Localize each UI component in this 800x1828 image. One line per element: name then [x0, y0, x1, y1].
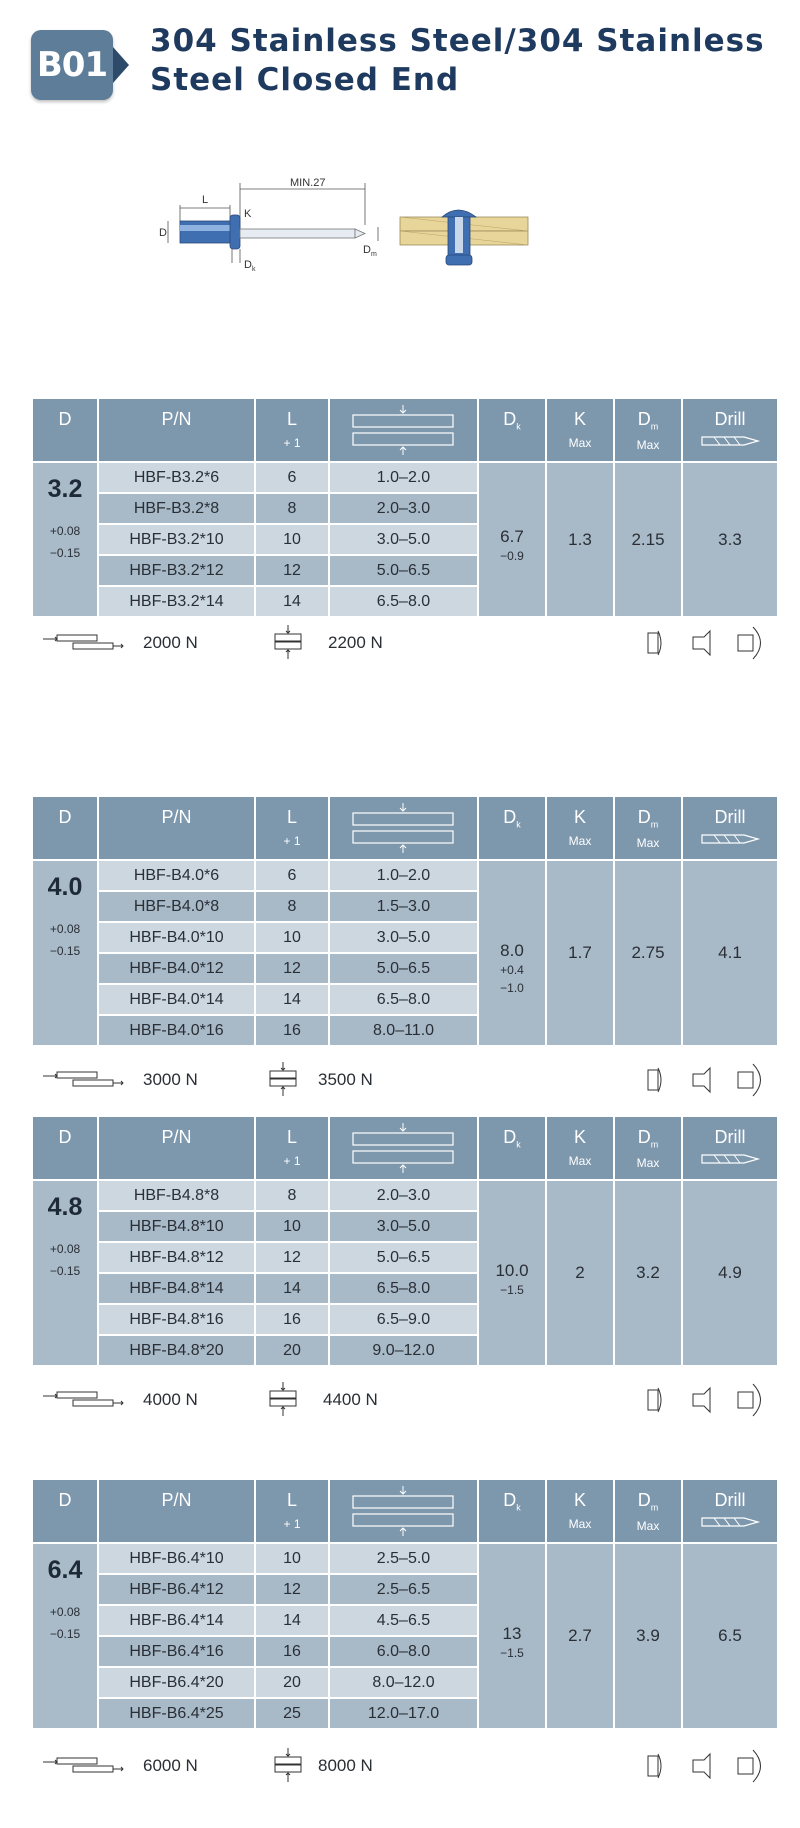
table-row: HBF-B3.2*6 6 1.0–2.0 [99, 463, 477, 492]
d-column [33, 463, 97, 616]
shear-force-value: 2000 N [143, 633, 198, 652]
k-value: 2.7 [547, 1544, 613, 1728]
badge-label: B01 [36, 45, 108, 85]
diagram-D-label: D [159, 227, 167, 239]
drill-bit-icon [700, 832, 760, 846]
spec-table-6-4 [33, 1480, 777, 1810]
header-dk: $D_k$ [479, 1480, 545, 1542]
d-tolerance: +0.08 −0.15 [49, 524, 81, 560]
grip-range-icon [330, 1480, 477, 1542]
dk-value: 10.0 −1.5 [479, 1181, 545, 1365]
header-dm: $D_m$ Max [615, 797, 681, 859]
header-d: D [33, 797, 97, 859]
shear-force-icon [43, 1756, 123, 1776]
header-dk: $D_k$ [479, 1117, 545, 1179]
d-column [33, 1181, 97, 1365]
diagram-Dm-label: $D_m$ [363, 244, 377, 258]
head-style-icons [638, 1748, 773, 1784]
spec-table-3-2 [33, 399, 777, 699]
header-dm: $D_m$ Max [615, 399, 681, 461]
tensile-force-icon [273, 1748, 303, 1782]
table-row: HBF-B4.8*16 16 6.5–9.0 [99, 1305, 477, 1334]
header-k: K Max [547, 399, 613, 461]
title-line-1: 304 Stainless Steel/304 Stainless [150, 23, 765, 59]
header-dk: $D_k$ [479, 399, 545, 461]
header-d: D [33, 399, 97, 461]
header-grip [330, 797, 477, 859]
dm-value: 2.15 [615, 463, 681, 616]
k-value: 1.7 [547, 861, 613, 1045]
grip-range-icon [330, 797, 477, 859]
header-drill: Drill [683, 399, 777, 461]
spec-table-4-0 [33, 797, 777, 1097]
table-row: HBF-B6.4*20 20 8.0–12.0 [99, 1668, 477, 1697]
diagram-min-label: MIN.27 [290, 177, 326, 189]
shear-force-value: 4000 N [143, 1390, 198, 1409]
dk-value: 8.0 +0.4 −1.0 [479, 861, 545, 1045]
diagram-Dk-label: $D_k$ [244, 259, 256, 273]
header-k: K Max [547, 1480, 613, 1542]
table-row: HBF-B4.8*20 20 9.0–12.0 [99, 1336, 477, 1365]
section-badge [31, 30, 113, 100]
shear-force-value: 3000 N [143, 1070, 198, 1089]
d-value: 6.4 [47, 1556, 83, 1584]
d-value: 3.2 [47, 475, 83, 503]
d-tolerance: +0.08 −0.15 [49, 1605, 81, 1641]
dk-value: 13 −1.5 [479, 1544, 545, 1728]
header-grip [330, 399, 477, 461]
header-grip [330, 1480, 477, 1542]
table-row: HBF-B4.8*10 10 3.0–5.0 [99, 1212, 477, 1241]
head-style-icons [638, 1382, 773, 1418]
page-title [150, 22, 770, 100]
header-drill: Drill [683, 1117, 777, 1179]
header-dm: $D_m$ Max [615, 1117, 681, 1179]
d-value: 4.8 [47, 1193, 83, 1221]
table-row: HBF-B4.0*10 10 3.0–5.0 [99, 923, 477, 952]
badge-arrow-icon [113, 47, 129, 83]
drill-value: 4.9 [683, 1181, 777, 1365]
rivet-diagram [160, 175, 630, 330]
spec-table-4-8 [33, 1117, 777, 1417]
head-style-icons [638, 1062, 773, 1098]
table-row: HBF-B3.2*8 8 2.0–3.0 [99, 494, 477, 523]
table-row: HBF-B4.0*8 8 1.5–3.0 [99, 892, 477, 921]
header-pn: P/N [99, 1480, 254, 1542]
table-row: HBF-B6.4*16 16 6.0–8.0 [99, 1637, 477, 1666]
grip-range-icon [330, 399, 477, 461]
table-row: HBF-B4.8*8 8 2.0–3.0 [99, 1181, 477, 1210]
header-l: L + 1 [256, 1117, 328, 1179]
table-row: HBF-B4.0*14 14 6.5–8.0 [99, 985, 477, 1014]
shear-force-value: 6000 N [143, 1756, 198, 1775]
table-row: HBF-B3.2*14 14 6.5–8.0 [99, 587, 477, 616]
shear-force-icon [43, 1390, 123, 1410]
table-row: HBF-B6.4*12 12 2.5–6.5 [99, 1575, 477, 1604]
header-l: L + 1 [256, 399, 328, 461]
d-column [33, 1544, 97, 1728]
table-row: HBF-B4.0*6 6 1.0–2.0 [99, 861, 477, 890]
drill-value: 6.5 [683, 1544, 777, 1728]
grip-range-icon [330, 1117, 477, 1179]
header-k: K Max [547, 1117, 613, 1179]
shear-force-icon [43, 633, 123, 653]
title-line-2: Steel Closed End [150, 62, 460, 98]
table-row: HBF-B4.8*14 14 6.5–8.0 [99, 1274, 477, 1303]
header-pn: P/N [99, 1117, 254, 1179]
tensile-force-icon [268, 1382, 298, 1416]
header-d: D [33, 1117, 97, 1179]
tensile-force-icon [268, 1062, 298, 1096]
table-row: HBF-B6.4*14 14 4.5–6.5 [99, 1606, 477, 1635]
header-pn: P/N [99, 797, 254, 859]
drill-value: 3.3 [683, 463, 777, 616]
header-dm: $D_m$ Max [615, 1480, 681, 1542]
header-d: D [33, 1480, 97, 1542]
d-tolerance: +0.08 −0.15 [49, 922, 81, 958]
head-style-icons [638, 625, 773, 661]
table-row: HBF-B3.2*12 12 5.0–6.5 [99, 556, 477, 585]
tensile-force-value: 8000 N [318, 1756, 373, 1775]
drill-bit-icon [700, 1152, 760, 1166]
table-row: HBF-B6.4*25 25 12.0–17.0 [99, 1699, 477, 1728]
drill-bit-icon [700, 434, 760, 448]
diagram-L-label: L [202, 194, 209, 206]
d-value: 4.0 [47, 873, 83, 901]
header-l: L + 1 [256, 797, 328, 859]
dm-value: 2.75 [615, 861, 681, 1045]
dk-value: 6.7 −0.9 [479, 463, 545, 616]
header-k: K Max [547, 797, 613, 859]
d-tolerance: +0.08 −0.15 [49, 1242, 81, 1278]
k-value: 2 [547, 1181, 613, 1365]
header-dk: $D_k$ [479, 797, 545, 859]
k-value: 1.3 [547, 463, 613, 616]
tensile-force-value: 2200 N [328, 633, 383, 652]
table-row: HBF-B4.8*12 12 5.0–6.5 [99, 1243, 477, 1272]
diagram-K-label: K [244, 208, 252, 220]
header-l: L + 1 [256, 1480, 328, 1542]
header-pn: P/N [99, 399, 254, 461]
table-row: HBF-B6.4*10 10 2.5–5.0 [99, 1544, 477, 1573]
shear-force-icon [43, 1070, 123, 1090]
drill-bit-icon [700, 1515, 760, 1529]
tensile-force-value: 3500 N [318, 1070, 373, 1089]
d-column [33, 861, 97, 1045]
dm-value: 3.9 [615, 1544, 681, 1728]
table-row: HBF-B3.2*10 10 3.0–5.0 [99, 525, 477, 554]
table-row: HBF-B4.0*12 12 5.0–6.5 [99, 954, 477, 983]
header-drill: Drill [683, 797, 777, 859]
header-grip [330, 1117, 477, 1179]
tensile-force-value: 4400 N [323, 1390, 378, 1409]
header-drill: Drill [683, 1480, 777, 1542]
table-row: HBF-B4.0*16 16 8.0–11.0 [99, 1016, 477, 1045]
dm-value: 3.2 [615, 1181, 681, 1365]
tensile-force-icon [273, 625, 303, 659]
drill-value: 4.1 [683, 861, 777, 1045]
